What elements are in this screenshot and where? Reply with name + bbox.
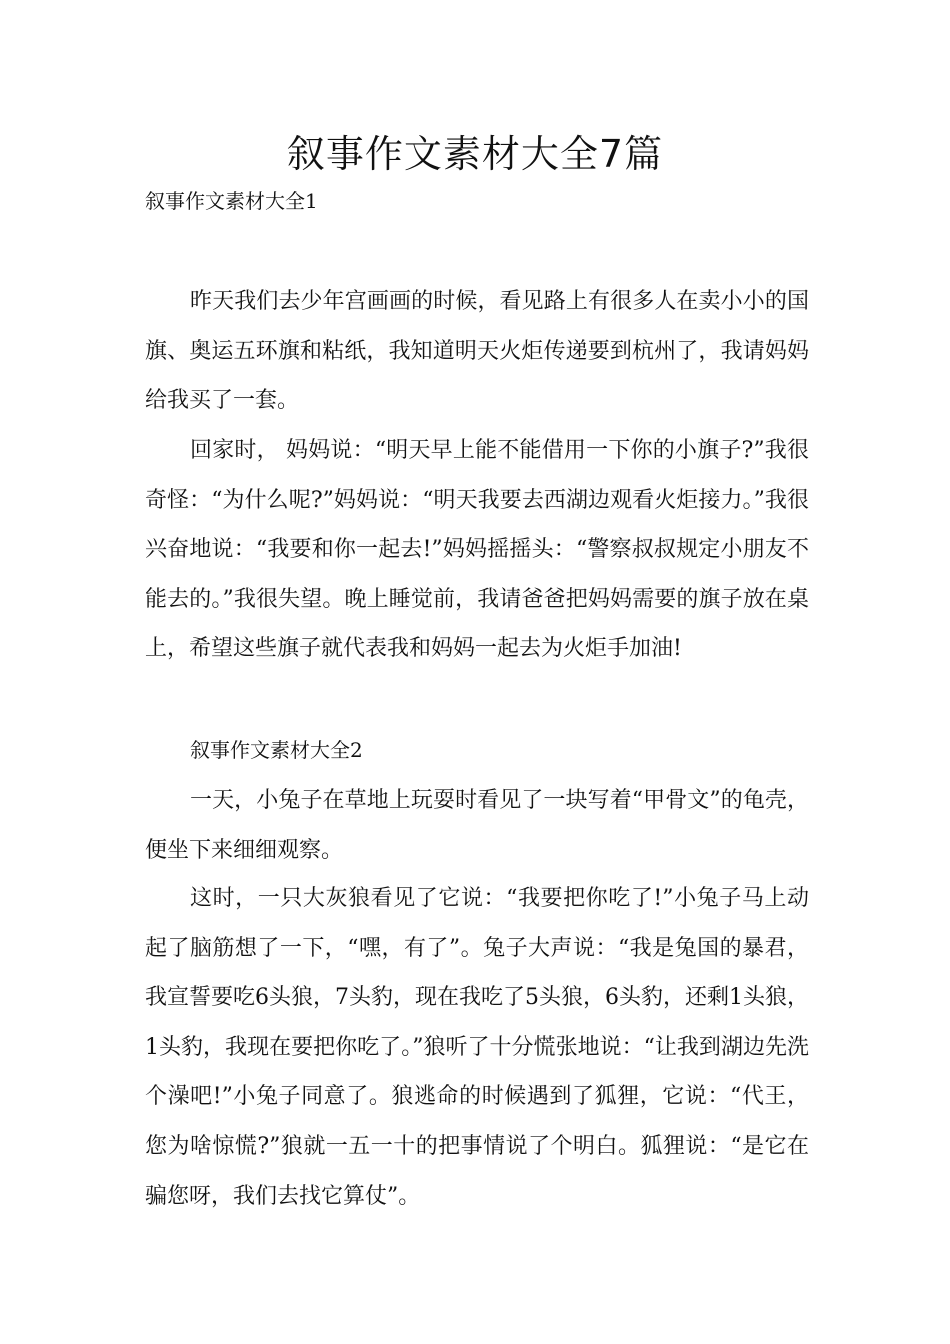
- section-2-heading: 叙事作文素材大全2: [190, 738, 363, 762]
- section-2-paragraph-2: 这时，一只大灰狼看见了它说：“我要把你吃了!”小兔子马上动起了脑筋想了一下，“嘿，有了”。兔子大声说：“我是兔国的暴君，我宣誓要吃6头狼，7头豹，现在我吃了5头狼，6头豹，还剩1头狼，1头豹，我现在要把你吃了。”狼听了十分慌张地说：“让我到湖边先洗个澡吧!”小兔子同意了。狼逃命的时候遇到了狐狸，它说：“代王，您为啥惊慌?”狼就一五一十的把事情说了个明白。狐狸说：“是它在骗您呀，我们去找它算仗”。: [145, 886, 809, 1209]
- section-2-paragraph-1: 一天，小兔子在草地上玩耍时看见了一块写着“甲骨文”的龟壳，便坐下来细细观察。: [145, 788, 809, 863]
- section-1-paragraph-1: 昨天我们去少年宫画画的时候，看见路上有很多人在卖小小的国旗、奥运五环旗和粘纸，我知道明天火炬传递要到杭州了，我请妈妈给我买了一套。: [145, 289, 809, 414]
- section-1-paragraph-2: 回家时， 妈妈说：“明天早上能不能借用一下你的小旗子?”我很奇怪：“为什么呢?”妈妈说：“明天我要去西湖边观看火炬接力。”我很兴奋地说：“我要和你一起去!”妈妈摇摇头：“警察叔叔规定小朋友不能去的。”我很失望。晚上睡觉前，我请爸爸把妈妈需要的旗子放在桌上，希望这些旗子就代表我和妈妈一起去为火炬手加油!: [145, 438, 809, 662]
- section-1-heading: 叙事作文素材大全1: [145, 189, 318, 213]
- document-title: 叙事作文素材大全7篇: [286, 132, 664, 176]
